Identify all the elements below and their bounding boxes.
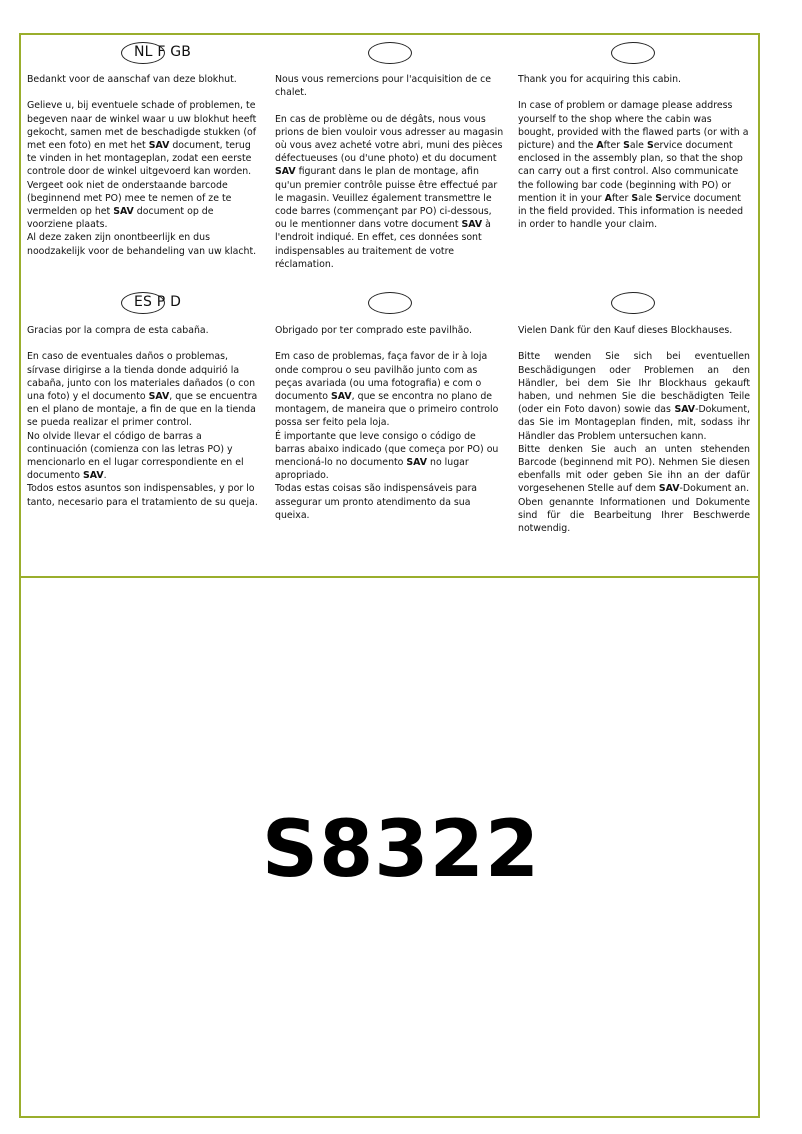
- language-label-es-p-d: ES P D: [134, 294, 182, 310]
- sav-label: SAV: [331, 391, 352, 402]
- column-pt: [275, 324, 505, 522]
- sav-label: SAV: [658, 483, 680, 495]
- fr-intro: Nous vous remercions pour l'acquisition de ce chalet.: [275, 74, 491, 99]
- column-fr: [275, 73, 505, 271]
- column-gb: [518, 73, 750, 231]
- fr-body: En cas de problème ou de dégâts, nous vous prions de bien vouloir vous adresser au magasin où vous avez acheté votre abri, muni des pièces défectueuses (ou d'une photo) et du document SAV figurant dans le plan de montage, afin qu'un premier contrôle puisse être effectué par le magasin. Veuillez également transmettre le code barres (commençant par PO) ci-dessous, ou le mentionner dans votre document SAV à l'endroit indiqué. En effet, ces données sont indispensables au traitement de votre réclamation.: [275, 113, 504, 270]
- language-label-nl-f-gb: NL F GB: [134, 44, 192, 60]
- gb-intro: Thank you for acquiring this cabin.: [518, 74, 682, 85]
- language-oval-3: [611, 42, 655, 64]
- pt-intro: Obrigado por ter comprado este pavilhão.: [275, 325, 472, 336]
- sav-label: SAV: [113, 206, 134, 218]
- sav-label: SAV: [674, 404, 696, 416]
- es-barcode-note: No olvide llevar el código de barras a continuación (comienza con las letras PO) y mencionarlo en el lugar correspondiente en el documento SAV.: [27, 430, 244, 482]
- sav-label: SAV: [83, 470, 104, 482]
- gb-body: In case of problem or damage please address yourself to the shop where the cabin was bought, provided with the flawed parts (or with a picture) and the After Sale Service document enclosed in the assembly plan, so that the shop can carry out a first control. Also communicate the following bar code (beginning with PO) or mention it in your After Sale Service document in the field provided. This information is needed in order to handle your claim.: [518, 100, 749, 231]
- column-es: [27, 324, 259, 509]
- es-body: En caso de eventuales daños o problemas, sírvase dirigirse a la tienda donde adquirió la cabaña, junto con los materiales dañados (o con una foto) y el documento SAV, que se encuentra en el plano de montaje, a fin de que en la tienda se pueda realizar el primer control.: [27, 351, 258, 429]
- sav-label: SAV: [461, 219, 483, 231]
- de-intro: Vielen Dank für den Kauf dieses Blockhauses.: [518, 325, 733, 336]
- de-body: Bitte wenden Sie sich bei eventuellen Beschädigungen oder Problemen an den Händler, bei dem Sie Ihr Blockhaus gekauft haben, und nehmen Sie die beschädigten Teile (oder ein Foto davon) sowie das SAV-Dokument, das Sie im Montageplan finden, mit, sodass ihr Händler das Problem untersuchen kann.: [518, 351, 750, 442]
- de-barcode-note: Bitte denken Sie auch an unten stehenden Barcode (beginnend mit PO). Nehmen Sie diesen ebenfalls mit oder geben Sie ihn an der dafür vorgesehenen Stelle auf dem SAV-Dokument an.: [518, 443, 750, 495]
- sav-label: SAV: [406, 457, 428, 469]
- nl-intro: Bedankt voor de aanschaf van deze blokhut.: [27, 74, 237, 85]
- pt-closing: Todas estas coisas são indispensáveis para assegurar um pronto atendimento da sua queixa.: [275, 483, 478, 521]
- es-intro: Gracias por la compra de esta cabaña.: [27, 325, 209, 336]
- language-oval-5: [368, 292, 412, 314]
- product-code: S8322: [261, 805, 541, 895]
- pt-body: Em caso de problemas, faça favor de ir à loja onde comprou o seu pavilhão junto com as peças avariada (ou uma fotografia) e com o documento SAV, que se encontra no plano de montagem, de maneira que o primeiro controlo possa ser feito pela loja.: [275, 351, 499, 429]
- sav-label: SAV: [275, 166, 296, 178]
- sav-label: SAV: [148, 391, 170, 402]
- nl-closing: Al deze zaken zijn onontbeerlijk en dus noodzakelijk voor de behandeling van uw klacht.: [27, 232, 257, 257]
- column-de: [518, 324, 750, 535]
- de-closing: Oben genannte Informationen und Dokumente sind für die Bearbeitung Ihrer Beschwerde notwendig.: [518, 496, 750, 535]
- sav-label: SAV: [148, 140, 170, 151]
- language-oval-2: [368, 42, 412, 64]
- pt-barcode-note: É importante que leve consigo o código de barras abaixo indicado (que começa por PO) ou mencioná-lo no documento SAV no lugar apropriado.: [275, 430, 499, 482]
- es-closing: Todos estos asuntos son indispensables, y por lo tanto, necesario para el tratamiento de su queja.: [27, 483, 258, 508]
- column-nl: [27, 73, 259, 258]
- language-oval-6: [611, 292, 655, 314]
- nl-body: Gelieve u, bij eventuele schade of problemen, te begeven naar de winkel waar u uw blokhut heeft gekocht, samen met de beschadigde stukken (of met een foto) en met het SAV document, terug te vinden in het montageplan, zodat een eerste controle door de winkel uitgevoerd kan worden. Vergeet ook niet de onderstaande barcode (beginnend met PO) mee te nemen of ze te vermelden op het SAV document op de voorziene plaats.: [27, 100, 257, 231]
- section-divider: [19, 576, 760, 578]
